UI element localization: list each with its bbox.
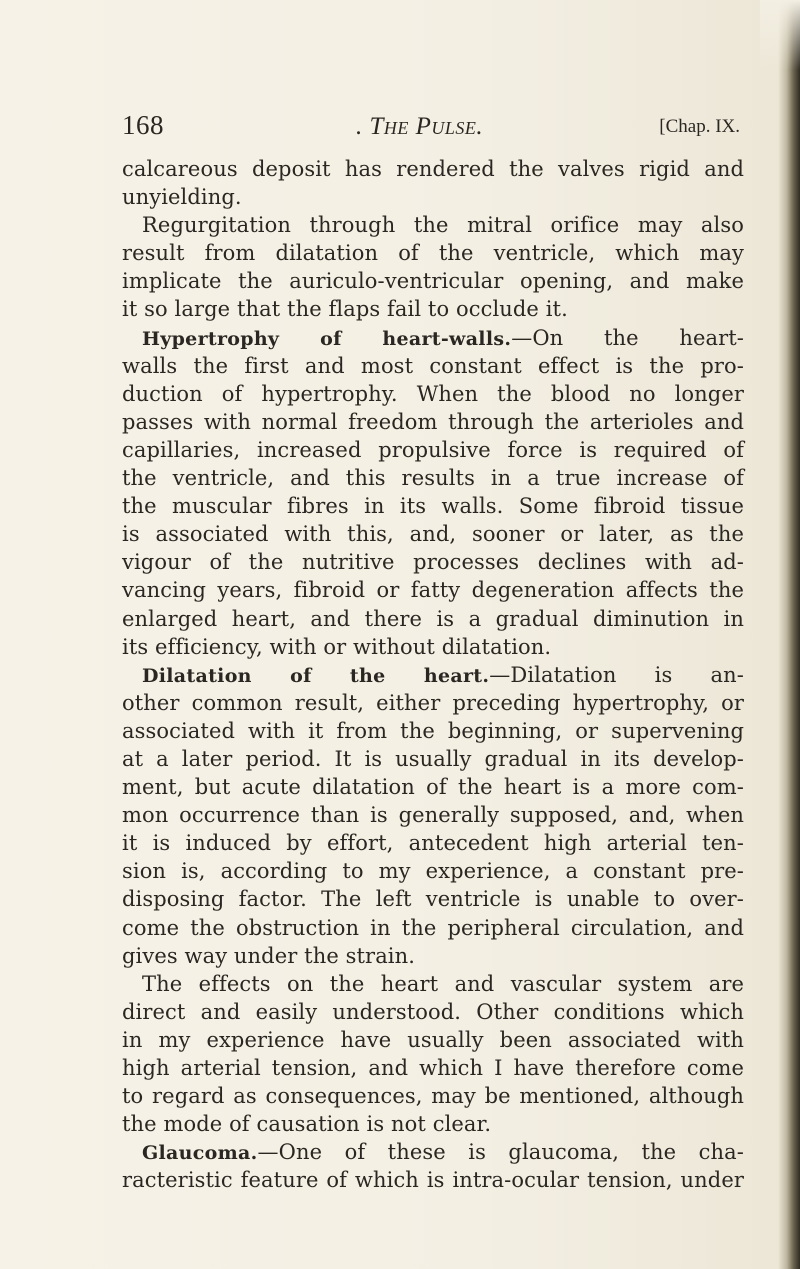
running-header [122, 110, 740, 146]
text-line: sion is, according to my experience, a constant pre- [122, 859, 744, 884]
body-text [122, 155, 744, 1194]
page-number: 168 [122, 110, 164, 140]
page-edge-highlight [760, 0, 800, 70]
text-line: mon occurrence than is generally supposed, and, when [122, 803, 744, 828]
text-line: come the obstruction in the peripheral circulation, and [122, 915, 744, 940]
text-line: racteristic feature of which is intra-ocular tension, under [122, 1168, 744, 1193]
text-line: at a later period. It is usually gradual in its develop- [122, 746, 744, 771]
text-line: unyielding. [122, 185, 242, 210]
text-line: vancing years, fibroid or fatty degeneration affects the [122, 578, 744, 603]
text-line: is associated with this, and, sooner or later, as the [122, 522, 744, 547]
text-line: the ventricle, and this results in a true increase of [122, 466, 744, 491]
text-line: disposing factor. The left ventricle is unable to over- [122, 887, 744, 912]
text-line: enlarged heart, and there is a gradual diminution in [122, 606, 744, 631]
section-lead-hypertrophy: —On the heart- [511, 325, 744, 350]
text-line: walls the first and most constant effect is the pro- [122, 353, 744, 378]
section-heading-glaucoma: Glaucoma. [142, 1142, 258, 1165]
section-heading-hypertrophy: Hypertrophy of heart-walls. [142, 327, 512, 350]
text-line: gives way under the strain. [122, 943, 416, 968]
text-line: direct and easily understood. Other conditions which [122, 999, 744, 1024]
running-title-text: The Pulse. [369, 113, 484, 140]
text-line: associated with it from the beginning, or supervening [122, 718, 744, 743]
text-line: it so large that the flaps fail to occlude it. [122, 297, 568, 322]
text-line: the muscular fibres in its walls. Some fibroid tissue [122, 494, 744, 519]
page-edge-shadow [778, 0, 800, 1269]
section-heading-dilatation: Dilatation of the heart. [142, 664, 490, 687]
text-line: its efficiency, with or without dilatation. [122, 634, 552, 659]
text-line: high arterial tension, and which I have therefore come [122, 1056, 744, 1080]
text-line: to regard as consequences, may be mentioned, although [122, 1084, 744, 1109]
running-title-dot: . [356, 113, 370, 140]
text-line: ment, but acute dilatation of the heart is a more com- [122, 775, 744, 800]
chapter-reference: [Chap. IX. [659, 116, 740, 137]
paragraph-glaucoma-first-line [122, 1138, 744, 1166]
paragraph-hypertrophy-first-line [122, 324, 744, 352]
text-line: capillaries, increased propulsive force is required of [122, 437, 744, 462]
text-line: passes with normal freedom through the arterioles and [122, 409, 744, 434]
text-line: vigour of the nutritive processes declines with ad- [122, 550, 744, 575]
text-line: The effects on the heart and vascular system are [142, 971, 744, 996]
section-lead-glaucoma: —One of these is glaucoma, the cha- [257, 1140, 744, 1165]
text-line: it is induced by effort, antecedent high arterial ten- [122, 831, 744, 856]
section-lead-dilatation: —Dilatation is an- [489, 662, 744, 687]
text-line: the mode of causation is not clear. [122, 1112, 492, 1137]
text-line: implicate the auriculo-ventricular opening, and make [122, 269, 744, 294]
running-title [356, 113, 483, 141]
paragraph-dilatation-first-line [122, 661, 744, 689]
text-line: Regurgitation through the mitral orifice may also [142, 213, 744, 238]
text-line: in my experience have usually been associated with [122, 1027, 744, 1052]
text-line: duction of hypertrophy. When the blood no longer [122, 381, 744, 406]
text-line: other common result, either preceding hypertrophy, or [122, 690, 744, 715]
text-line: calcareous deposit has rendered the valves rigid and [122, 157, 744, 181]
text-line: result from dilatation of the ventricle, which may [122, 241, 744, 266]
